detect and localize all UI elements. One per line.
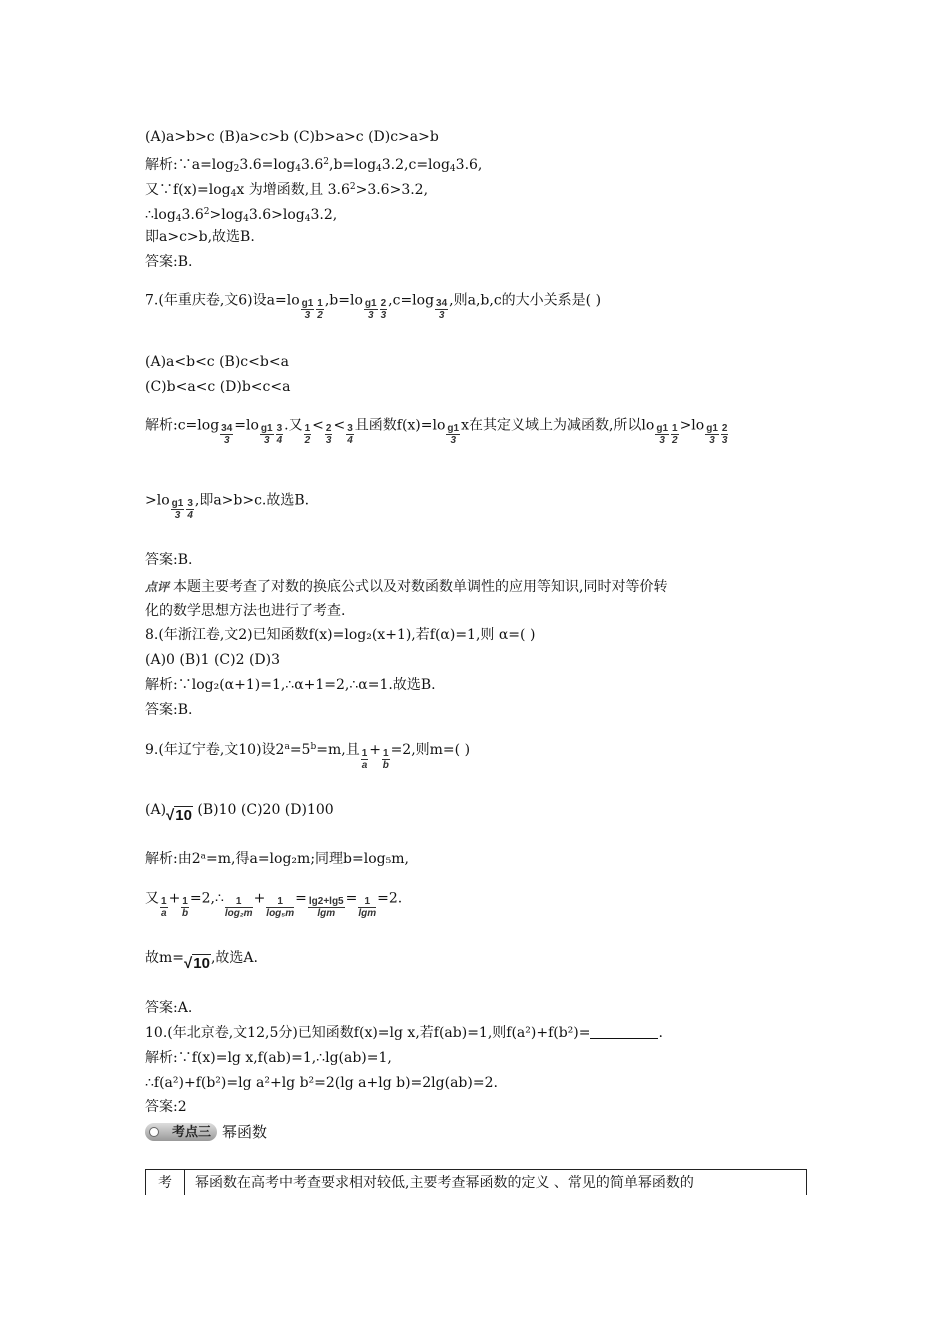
q8-options: (A)0 (B)1 (C)2 (D)3 — [145, 652, 281, 668]
comment-badge: 点评 — [145, 580, 170, 594]
answer-blank — [590, 1024, 658, 1039]
q9-options: (A)√10 (B)10 (C)20 (D)100 — [145, 802, 334, 824]
summary-table — [145, 1169, 807, 1195]
q10-answer: 答案:2 — [145, 1099, 187, 1115]
q9-solution-line3: 故m=√10,故选A. — [145, 950, 258, 972]
q9-solution-line1: 解析:由2ᵃ=m,得a=log₂m;同理b=log₅m, — [145, 851, 409, 867]
q8-solution: 解析:∵log₂(α+1)=1,∴α+1=2,∴α=1.故选B. — [145, 677, 436, 693]
section-badge: 考点三 — [145, 1123, 217, 1141]
q9-stem: 9.(年辽宁卷,文10)设$2^a=5^b=m$,且 $\frac{1}{a}$ + $\frac{1}{b}$ =2,则m=( ) — [145, 742, 471, 771]
q8-answer: 答案:B. — [145, 702, 193, 718]
sqrt-10: √10 — [166, 807, 192, 824]
q6-solution-line4: 即a>c>b,故选B. — [145, 229, 255, 245]
q10-stem: 10.(年北京卷,文12,5分)已知函数f(x)=lg x,若f(ab)=1,则f(a²)+f(b²)= . — [145, 1025, 663, 1041]
q7-solution-line1: 解析:c=log $\frac{34}{3}$ =lo $\frac{g1}{3}$ $\frac{3}{4}$ .又 $\frac{1}{2}$ < $\frac{2}{3}$ < $\frac{3}{4}$ 且函数f(x)=lo $\frac{g1}{3}$ x在其定义域上为减函数,所以lo $\frac{g1}{3}$ $\frac{1}{2}$ >lo $\frac{g1}{3}$ $\frac{2}{3}$ — [145, 417, 728, 446]
comment-line1: 点评 本题主要考查了对数的换底公式以及对数函数单调性的应用等知识,同时对等价转 — [145, 579, 668, 595]
table-cell-label: 考 — [146, 1170, 185, 1195]
q7-solution-line2: >lo $\frac{g1}{3}$ $\frac{3}{4}$ ,即a>b>c.故选B. — [145, 492, 310, 521]
q6-solution-line1: 解析$:\because a=\log_23.6=\log_43.6^2,b=\log_43.2,c=\log_43.6$, — [145, 157, 483, 174]
comment-line2: 化的数学思想方法也进行了考查. — [145, 603, 346, 619]
q7-stem: 7.(年重庆卷,文6)设a=lo $\frac{g1}{3}$ $\frac{1}{2}$ ,b=lo $\frac{g1}{3}$ $\frac{2}{3}$ ,c=log $\frac{34}{3}$ ,则a,b,c的大小关系是( ) — [145, 292, 602, 321]
q6-solution-line2: 又$\because f(x)=\log_4x$ 为增函数,且 $3.6^2>3.6>3.2$, — [145, 182, 429, 199]
q6-solution-line3: $\therefore\log_43.6^2>\log_43.6>\log_43.2$, — [145, 207, 338, 224]
q7-options-row1: (A)a<b<c (B)c<b<a — [145, 354, 289, 370]
q7-answer: 答案:B. — [145, 552, 193, 568]
q7-options-row2: (C)b<a<c (D)b<c<a — [145, 379, 291, 395]
bullet-icon — [149, 1127, 159, 1137]
q10-solution-line1: 解析:∵f(x)=lg x,f(ab)=1,∴lg(ab)=1, — [145, 1050, 392, 1066]
q9-answer: 答案:A. — [145, 1000, 193, 1016]
q8-stem: 8.(年浙江卷,文2)已知函数f(x)=log₂(x+1),若f(α)=1,则 α=( ) — [145, 627, 536, 643]
section-title: 幂函数 — [222, 1123, 268, 1141]
log-base-fraction: $\frac{g1}{3}$ — [301, 298, 314, 321]
q6-options: (A)a>b>c (B)a>c>b (C)b>a>c (D)c>a>b — [145, 129, 439, 145]
table-cell-content: 幂函数在高考中考查要求相对较低,主要考查幂函数的定义 、常见的简单幂函数的 — [195, 1175, 694, 1191]
q9-solution-line2: 又 $\frac{1}{a}$ + $\frac{1}{b}$ =2,∴ $\frac{1}{\text{log₂m}}$ + $\frac{1}{\text{log₅m}}$ = $\frac{\lg 2+\lg 5}{\lg m}$ = $\frac{1}{\lg m}$ =2. — [145, 890, 403, 919]
q6-answer: 答案:B. — [145, 254, 193, 270]
q10-solution-line2: ∴f(a²)+f(b²)=lg a²+lg b²=2(lg a+lg b)=2lg(ab)=2. — [145, 1075, 498, 1091]
